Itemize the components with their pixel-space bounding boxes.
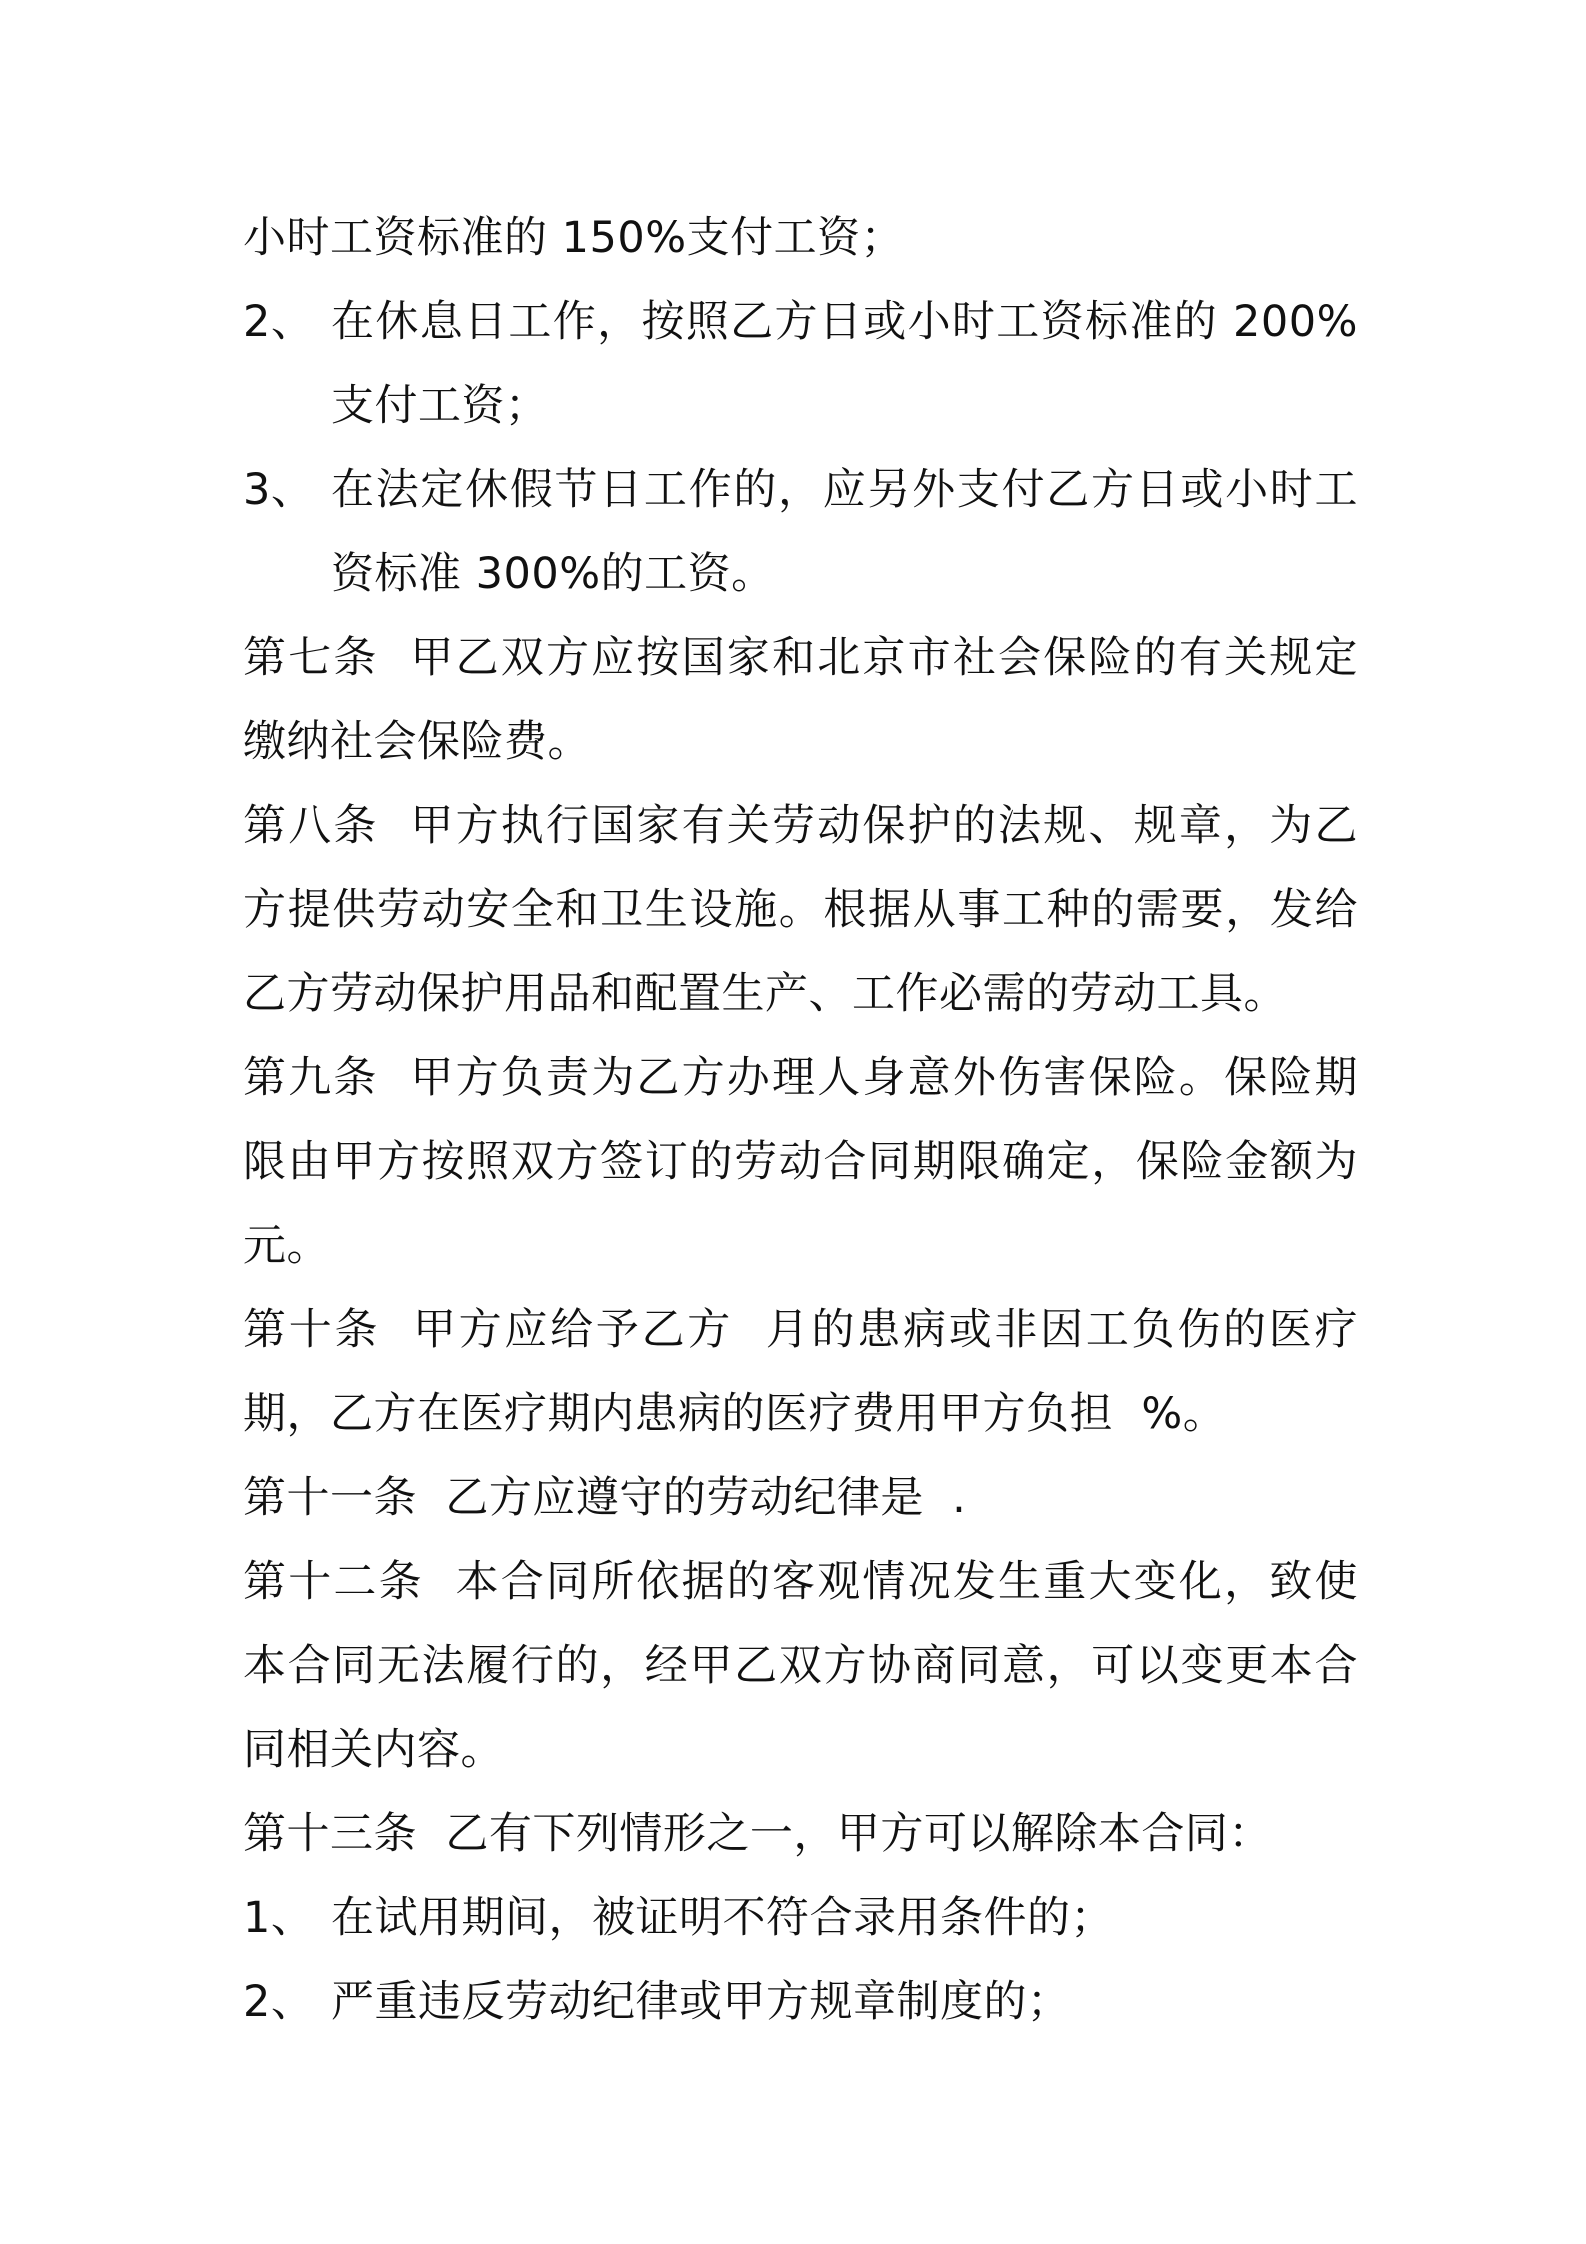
list-text: 严重违反劳动纪律或甲方规章制度的； (331, 1977, 1071, 2027)
document-body (243, 196, 1387, 2044)
list-item-discipline (243, 1960, 1358, 2044)
article-12: 第十二条 本合同所依据的客观情况发生重大变化，致使本合同无法履行的，经甲乙双方协商同意，可以变更本合同相关内容。 (243, 1557, 1358, 1775)
article-7: 第七条 甲乙双方应按国家和北京市社会保险的有关规定缴纳社会保险费。 (243, 633, 1358, 767)
list-item-rest-day (243, 280, 1358, 448)
list-item-probation (243, 1876, 1358, 1960)
list-item-holiday (243, 448, 1358, 616)
list-number: 2、 (243, 297, 315, 347)
list-number: 1、 (243, 1893, 315, 1943)
list-text: 在法定休假节日工作的，应另外支付乙方日或小时工资标准 300%的工资。 (331, 465, 1358, 599)
list-text: 在休息日工作，按照乙方日或小时工资标准的 200%支付工资； (331, 297, 1358, 431)
list-text: 在试用期间，被证明不符合录用条件的； (331, 1893, 1114, 1943)
article-11: 第十一条 乙方应遵守的劳动纪律是 . (243, 1473, 967, 1523)
article-13: 第十三条 乙有下列情形之一，甲方可以解除本合同： (243, 1809, 1272, 1859)
list-number: 3、 (243, 465, 315, 515)
list-number: 2、 (243, 1977, 315, 2027)
article-9: 第九条 甲方负责为乙方办理人身意外伤害保险。保险期限由甲方按照双方签订的劳动合同期限确定，保险金额为 元。 (243, 1053, 1387, 1271)
article-10: 第十条 甲方应给予乙方 月的患病或非因工负伤的医疗期，乙方在医疗期内患病的医疗费用甲方负担 %。 (243, 1305, 1358, 1439)
paragraph-overtime-150: 小时工资标准的 150%支付工资； (243, 213, 905, 263)
article-8: 第八条 甲方执行国家有关劳动保护的法规、规章，为乙方提供劳动安全和卫生设施。根据从事工种的需要，发给乙方劳动保护用品和配置生产、工作必需的劳动工具。 (243, 801, 1358, 1019)
